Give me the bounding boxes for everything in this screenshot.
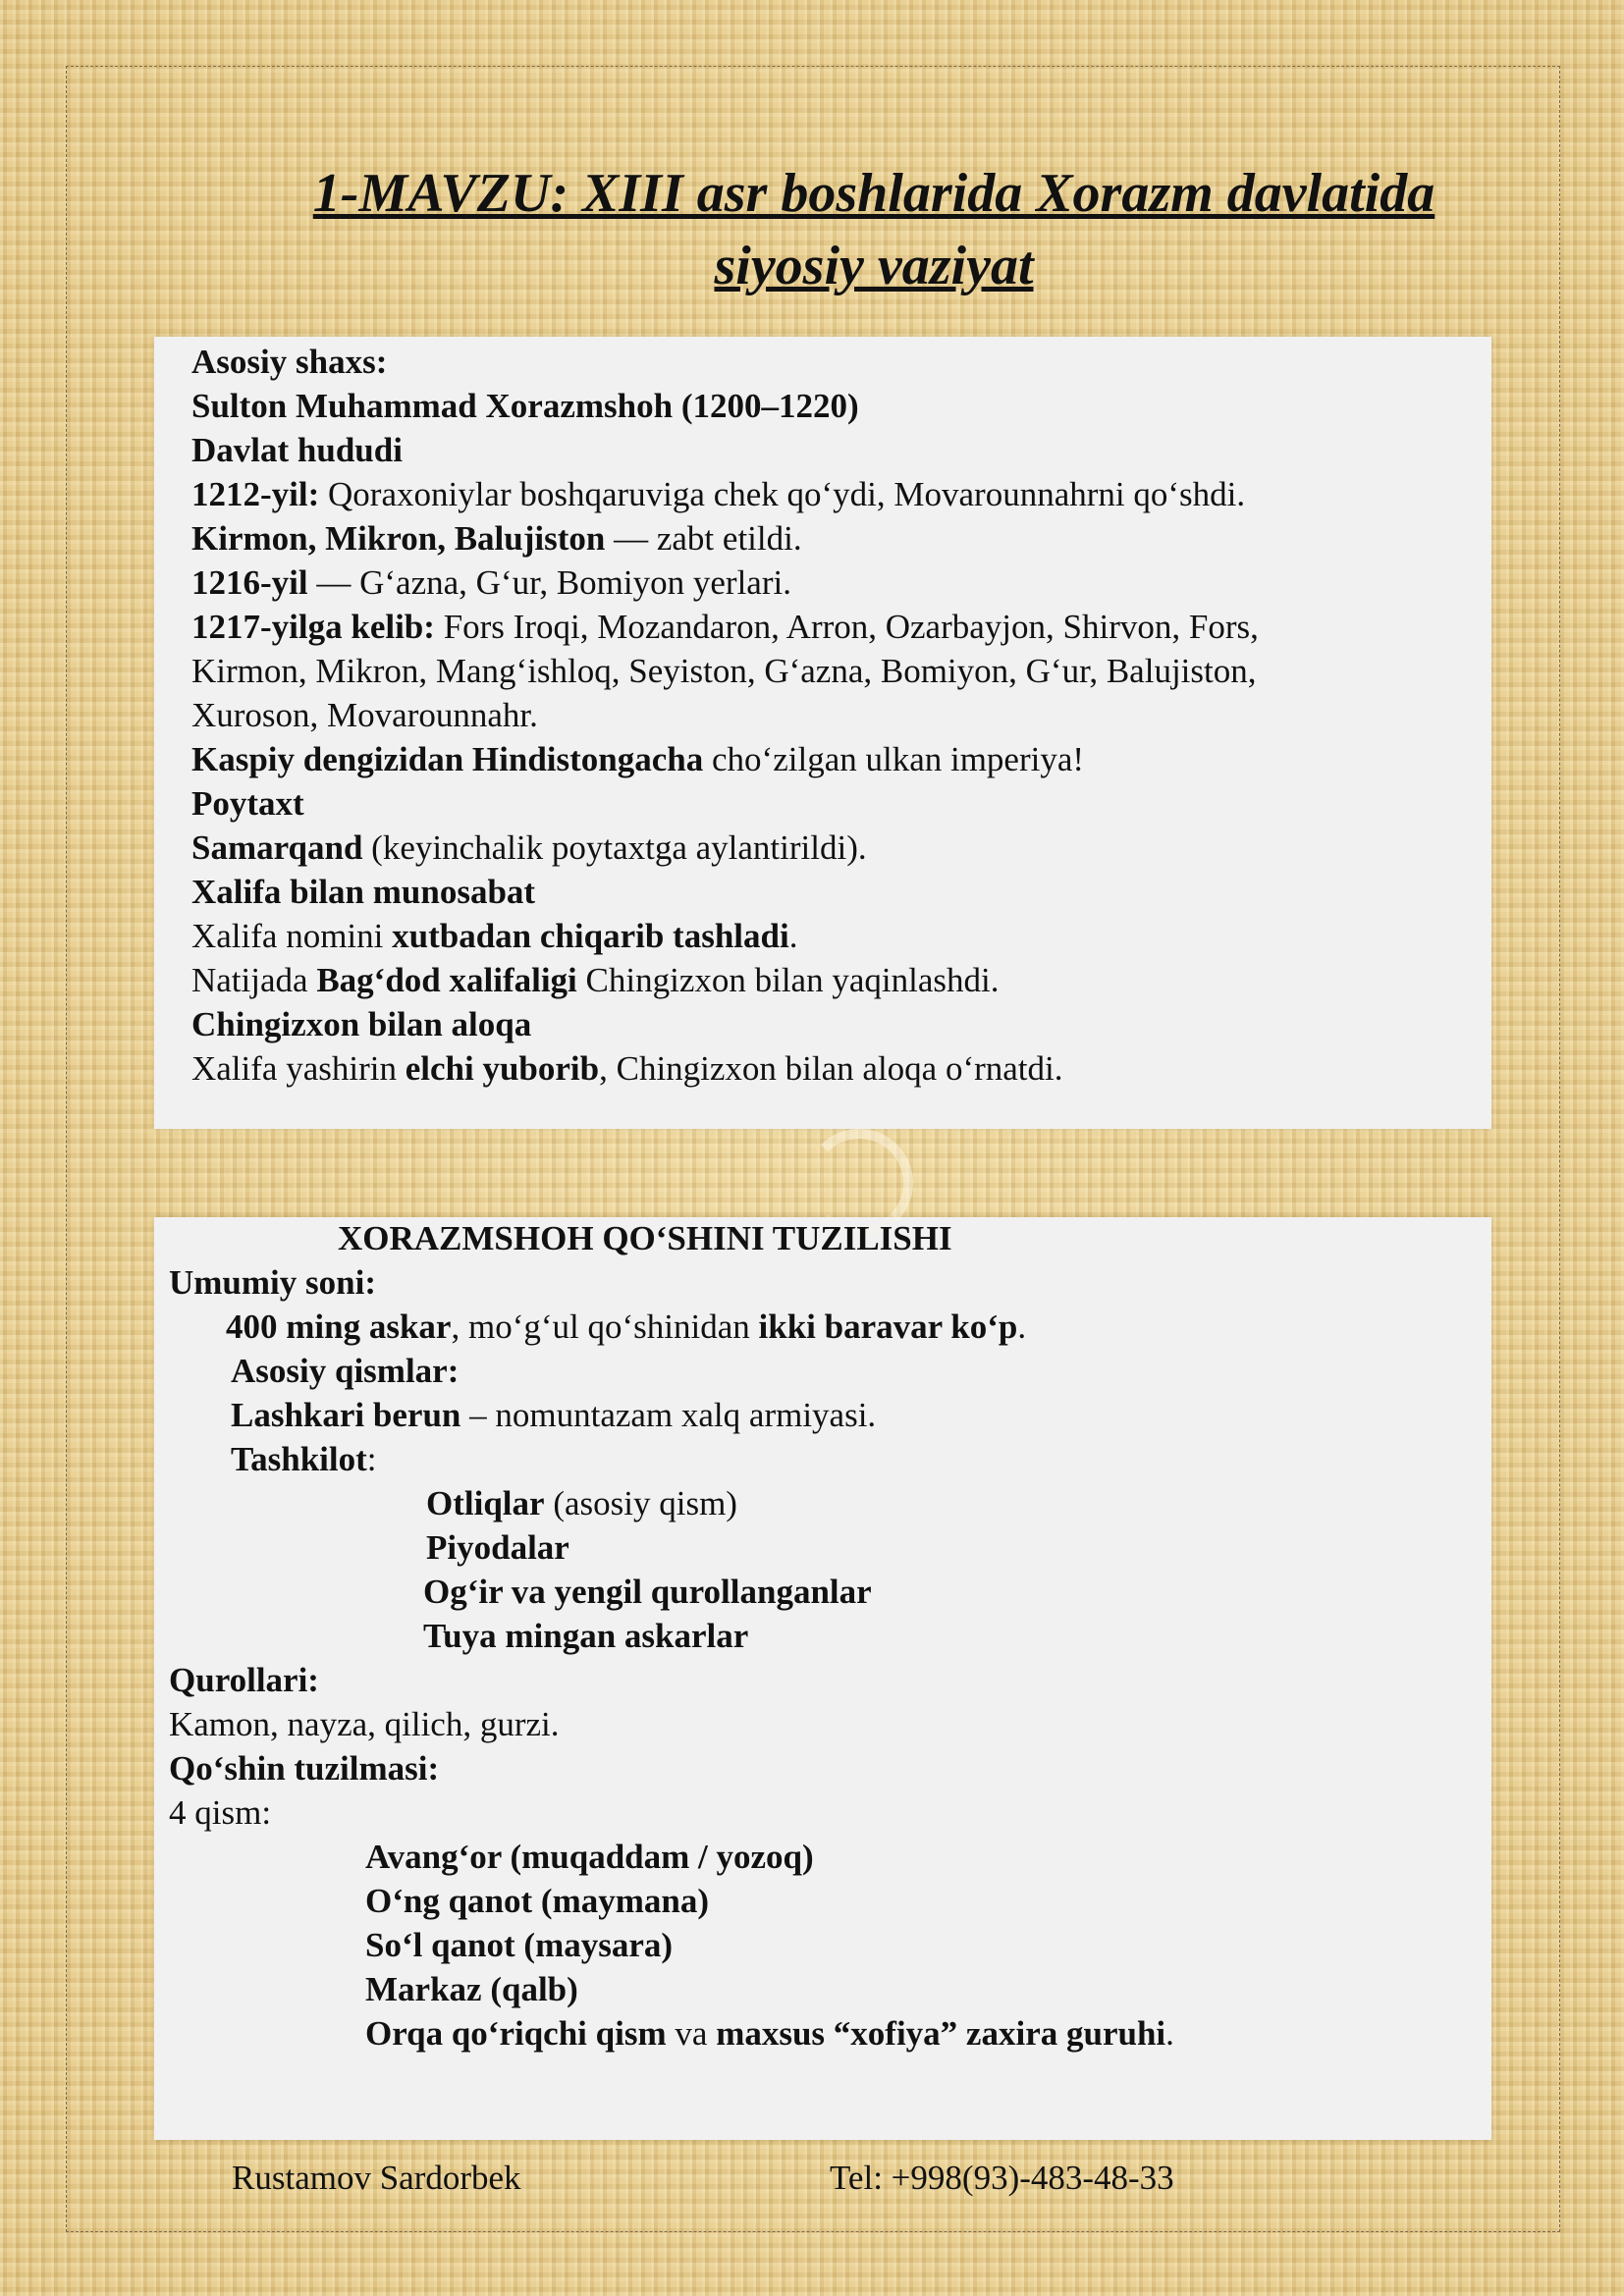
heading-chinggis-contact <box>191 1002 1468 1046</box>
text-segment: . <box>1017 1308 1027 1346</box>
line-lashkari-berun <box>169 1393 1475 1437</box>
heading-formation <box>169 1746 1475 1790</box>
text-segment: Davlat hududi <box>191 431 403 469</box>
text-segment: Markaz (qalb) <box>365 1970 578 2008</box>
text-segment: XORAZMSHOH QO‘SHINI TUZILISHI <box>338 1219 952 1257</box>
text-segment: Otliqlar <box>426 1484 545 1522</box>
text-segment: Kirmon, Mikron, Mang‘ishloq, Seyiston, G‘azna, Bomiyon, G‘ur, Balujiston, <box>191 652 1257 690</box>
text-segment: Fors Iroqi, Mozandaron, Arron, Ozarbayjon, Shirvon, Fors, <box>434 608 1259 646</box>
text-segment: : <box>366 1440 377 1478</box>
text-segment: cho‘zilgan ulkan imperiya! <box>703 740 1085 778</box>
text-segment: maxsus “xofiya” zaxira guruhi <box>716 2014 1166 2053</box>
line-1217 <box>191 605 1468 649</box>
text-segment: – nomuntazam xalq armiyasi. <box>460 1396 877 1434</box>
line-territories-cont <box>191 649 1468 693</box>
ruler-info-text <box>191 340 1468 1091</box>
text-segment: Bag‘dod xalifaligi <box>316 961 577 999</box>
text-segment: va <box>666 2014 717 2053</box>
page-title <box>177 157 1571 302</box>
text-segment: So‘l qanot (maysara) <box>365 1926 674 1964</box>
text-segment: (keyinchalik poytaxtga aylantirildi). <box>362 828 867 867</box>
line-400k <box>169 1305 1475 1349</box>
heading-total <box>169 1260 1475 1305</box>
text-segment: Xalifa yashirin <box>191 1049 406 1088</box>
text-segment: Lashkari berun <box>231 1396 461 1434</box>
text-segment: Qo‘shin tuzilmasi: <box>169 1749 440 1788</box>
text-segment: — zabt etildi. <box>605 519 802 558</box>
line-weapons <box>169 1702 1475 1746</box>
person-name <box>191 384 1468 428</box>
text-segment: . <box>788 917 798 955</box>
text-segment: Og‘ir va yengil qurollanganlar <box>423 1573 872 1611</box>
item-infantry <box>169 1525 1475 1570</box>
text-segment: 4 qism: <box>169 1793 272 1832</box>
text-segment: Xalifa bilan munosabat <box>191 873 536 911</box>
line-1216 <box>191 561 1468 605</box>
text-segment: Qurollari: <box>169 1661 319 1699</box>
text-segment: (asosiy qism) <box>544 1484 737 1522</box>
text-segment: Kamon, nayza, qilich, gurzi. <box>169 1705 560 1743</box>
line-capital <box>191 826 1468 870</box>
line-empire-extent <box>191 737 1468 781</box>
line-baghdad <box>191 958 1468 1002</box>
heading-key-person <box>191 340 1468 384</box>
item-right-wing <box>169 1879 1475 1923</box>
text-segment: Chingizxon bilan yaqinlashdi. <box>576 961 1000 999</box>
text-segment: , mo‘g‘ul qo‘shinidan <box>451 1308 759 1346</box>
text-segment: Asosiy shaxs: <box>191 343 388 381</box>
text-segment: Chingizxon bilan aloqa <box>191 1005 532 1043</box>
text-segment: O‘ng qanot (maymana) <box>365 1882 710 1920</box>
footer-phone: Tel: +998(93)-483-48-33 <box>830 2159 1174 2197</box>
text-segment: Tuya mingan askarlar <box>423 1617 749 1655</box>
item-vanguard <box>169 1835 1475 1879</box>
line-khutba <box>191 914 1468 958</box>
text-segment: 400 ming askar <box>226 1308 452 1346</box>
text-segment: Asosiy qismlar: <box>231 1352 460 1390</box>
item-camel-riders <box>169 1614 1475 1658</box>
text-segment: , Chingizxon bilan aloqa o‘rnatdi. <box>599 1049 1063 1088</box>
item-cavalry <box>169 1481 1475 1525</box>
text-segment: — G‘azna, G‘ur, Bomiyon yerlari. <box>307 563 791 602</box>
text-segment: ikki baravar ko‘p <box>758 1308 1018 1346</box>
heading-main-parts <box>169 1349 1475 1393</box>
text-segment: Orqa qo‘riqchi qism <box>365 2014 667 2053</box>
title-line-1: 1-MAVZU: XIII asr boshlarida Xorazm davlatida <box>312 163 1435 224</box>
footer-author: Rustamov Sardorbek <box>232 2159 521 2197</box>
text-segment: Samarqand <box>191 828 363 867</box>
line-four-parts <box>169 1790 1475 1835</box>
text-segment: xutbadan chiqarib tashladi <box>392 917 789 955</box>
text-segment: Tashkilot <box>231 1440 367 1478</box>
text-segment: elchi yuborib <box>405 1049 600 1088</box>
text-segment: Sulton Muhammad Xorazmshoh (1200–1220) <box>191 387 859 425</box>
army-structure-text <box>169 1216 1475 2056</box>
text-segment: Piyodalar <box>426 1528 569 1567</box>
heading-capital <box>191 781 1468 826</box>
text-segment: Umumiy soni: <box>169 1263 376 1302</box>
heading-weapons <box>169 1658 1475 1702</box>
title-line-2: siyosiy vaziyat <box>714 236 1034 296</box>
text-segment: Xuroson, Movarounnahr. <box>191 696 538 734</box>
heading-territory <box>191 428 1468 472</box>
item-armed <box>169 1570 1475 1614</box>
text-segment: Kaspiy dengizidan Hindistongacha <box>191 740 704 778</box>
text-segment: Xalifa nomini <box>191 917 393 955</box>
section-heading <box>169 1216 1475 1260</box>
item-center <box>169 1967 1475 2011</box>
text-segment: Qoraxoniylar boshqaruviga chek qo‘ydi, Movarounnahrni qo‘shdi. <box>319 475 1246 513</box>
text-segment: . <box>1165 2014 1174 2053</box>
text-segment: 1212-yil: <box>191 475 320 513</box>
text-segment: Kirmon, Mikron, Balujiston <box>191 519 606 558</box>
text-segment: 1217-yilga kelib: <box>191 608 435 646</box>
line-1212 <box>191 472 1468 516</box>
text-segment: Natijada <box>191 961 317 999</box>
text-segment: Poytaxt <box>191 784 304 823</box>
text-segment: 1216-yil <box>191 563 308 602</box>
item-left-wing <box>169 1923 1475 1967</box>
item-rear-guard <box>169 2011 1475 2056</box>
line-conquered <box>191 516 1468 561</box>
heading-caliph-relations <box>191 870 1468 914</box>
line-territories-end <box>191 693 1468 737</box>
line-envoy <box>191 1046 1468 1091</box>
text-segment: Avang‘or (muqaddam / yozoq) <box>365 1838 814 1876</box>
heading-organization <box>169 1437 1475 1481</box>
